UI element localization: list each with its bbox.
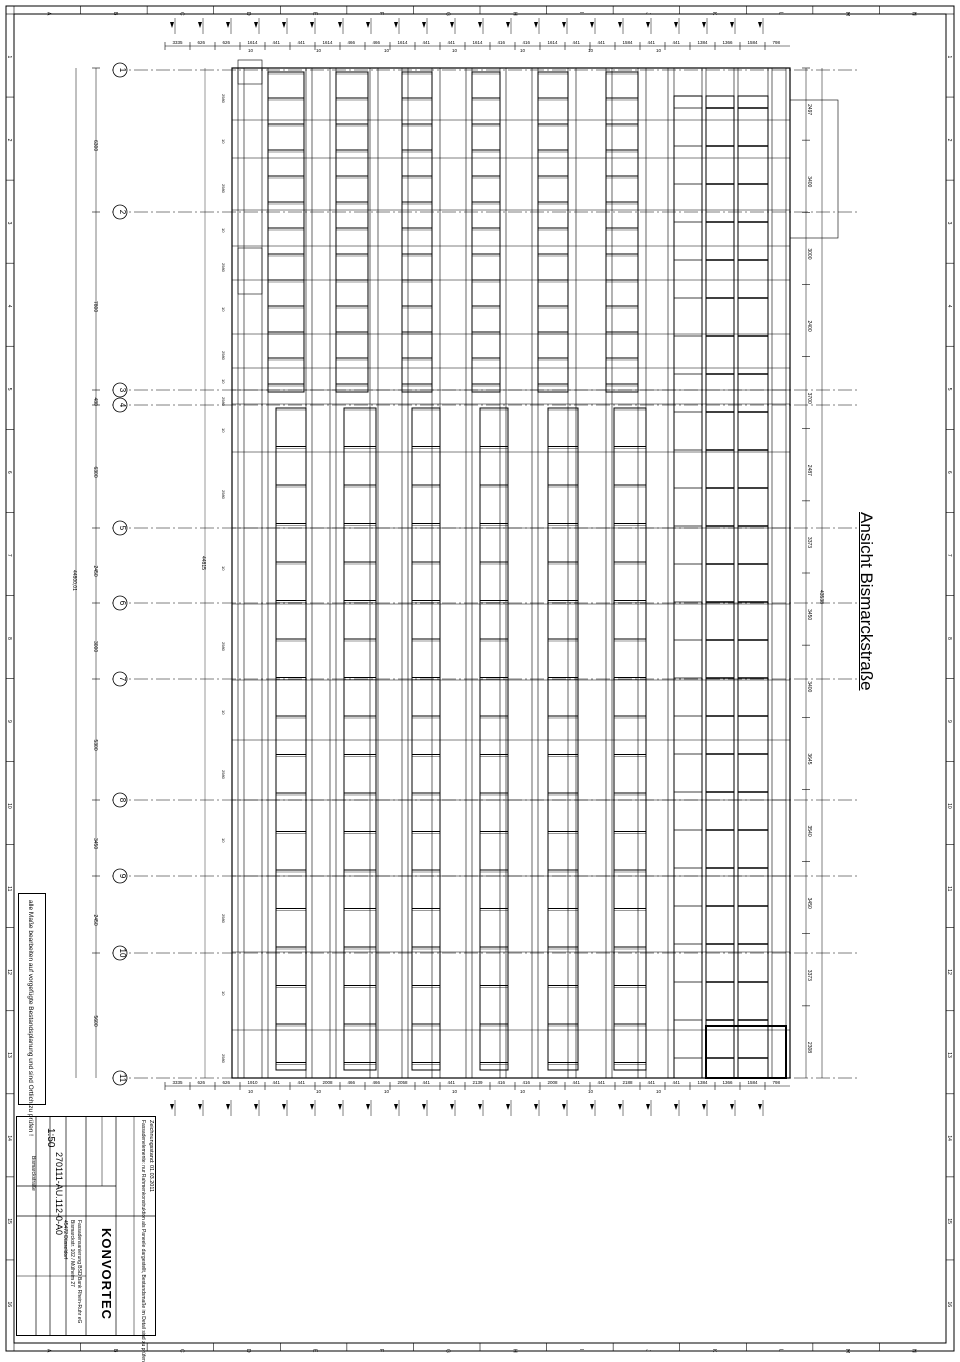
frame-number-right: 6: [946, 470, 952, 474]
floor-dim-value: 2980: [221, 490, 226, 499]
frame-letter-bottom: A: [45, 1349, 52, 1353]
level-marker-top: [450, 22, 454, 28]
floor-dim-value: 10: [221, 566, 226, 571]
sheet-info: Bismarckstraße: [30, 1156, 36, 1191]
frame-number-left: 13: [6, 1052, 12, 1058]
inner-height-value: 44815: [200, 556, 206, 570]
top-dim-value: 1614: [322, 40, 333, 45]
level-marker-top: [366, 22, 370, 28]
level-marker-top: [702, 22, 706, 28]
grid-axis-label: 8: [118, 797, 127, 803]
frame-letter-bottom: M: [844, 1349, 851, 1354]
project-line-1: Fassadensanierung BSD Bank Rhein-Ruhr eG: [76, 1220, 82, 1324]
frame-letter-bottom: C: [178, 1349, 185, 1353]
level-marker-top: [590, 22, 594, 28]
level-marker-bottom: [198, 1104, 202, 1110]
grid-axis-label: 6: [118, 600, 127, 606]
frame-number-right: 4: [946, 304, 952, 308]
bottom-dim-value: 1584: [747, 1080, 758, 1085]
bottom-dim-value: 2008: [547, 1080, 558, 1085]
level-marker-top: [338, 22, 342, 28]
frame-letter-bottom: J: [644, 1349, 651, 1352]
bottom-dim-value: 441: [422, 1080, 431, 1085]
top-dim-value: 441: [447, 40, 456, 45]
grid-axis-label: 7: [118, 676, 127, 682]
bottom-bay-label: 10: [588, 1089, 594, 1094]
left-dim-value: 6300: [92, 140, 98, 152]
grid-axis-label: 9: [118, 873, 127, 879]
top-dim-value: 1614: [397, 40, 408, 45]
top-dim-value: 416: [522, 40, 531, 45]
frame-letter-bottom: D: [245, 1349, 251, 1353]
frame-number-right: 11: [946, 886, 952, 892]
top-bay-label: 10: [588, 48, 594, 53]
frame-letter-top: C: [178, 12, 185, 16]
grid-axis-label: 5: [118, 525, 127, 531]
window-bay-lower-frame: [412, 408, 440, 1070]
top-dim-value: 1584: [622, 40, 633, 45]
frame-letter-bottom: K: [711, 1349, 717, 1353]
frame-number-right: 3: [946, 221, 952, 225]
top-dim-value: 626: [197, 40, 206, 45]
frame-number-left: 15: [6, 1218, 12, 1224]
right-dim-value: 3000: [806, 248, 812, 260]
bottom-dim-value: 2139: [472, 1080, 483, 1085]
grid-axis-label: 11: [118, 1073, 127, 1083]
grid-axes: [112, 63, 860, 1085]
right-dim-value: 3400: [806, 681, 812, 693]
bottom-dim-value: 416: [522, 1080, 531, 1085]
window-bay-lower-frame: [344, 408, 376, 1070]
frame-letter-top: F: [378, 12, 385, 16]
level-marker-bottom: [590, 1104, 594, 1110]
floor-dim-value: 2980: [221, 94, 226, 103]
remarks: Fassadenelemente: nur Rahmenkonstruktion als Paneele dargestellt, Bestandsmaße im Detail sind zu prüfen: [140, 1120, 146, 1362]
entrance-block: [706, 1026, 786, 1078]
tower-column: [674, 96, 702, 1078]
frame-letter-bottom: E: [311, 1349, 318, 1353]
left-dim-value: 480: [92, 397, 98, 406]
top-dim-value: 1584: [747, 40, 758, 45]
bottom-dim-value: 441: [297, 1080, 306, 1085]
frame-number-left: 1: [6, 55, 12, 59]
window-bay-lower-frame: [480, 408, 508, 1070]
bottom-dim-value: 1384: [697, 1080, 708, 1085]
frame-letter-top: I: [577, 12, 584, 14]
top-dim-value: 441: [272, 40, 281, 45]
top-dim-value: 626: [222, 40, 231, 45]
frame-number-left: 7: [6, 553, 12, 557]
floor-dim-value: 2980: [221, 397, 226, 406]
top-bay-label: 10: [384, 48, 390, 53]
top-dim-value: 441: [422, 40, 431, 45]
frame-number-right: 16: [946, 1301, 952, 1308]
bottom-dim-value: 3335: [172, 1080, 183, 1085]
project-line-3: 45472 Düsseldorf: [62, 1220, 68, 1260]
facade-elevation: [232, 60, 838, 1078]
level-marker-bottom: [702, 1104, 706, 1110]
level-marker-top: [730, 22, 734, 28]
bottom-bay-label: 10: [520, 1089, 526, 1094]
frame-number-right: 10: [946, 803, 952, 809]
level-marker-bottom: [394, 1104, 398, 1110]
floor-dim-value: 10: [221, 710, 226, 715]
top-dim-value: 441: [597, 40, 606, 45]
dimension-chains: [71, 18, 824, 1116]
right-dim-value: 3540: [806, 825, 812, 837]
top-dim-value: 441: [572, 40, 581, 45]
top-dim-value: 441: [672, 40, 681, 45]
level-marker-top: [198, 22, 202, 28]
floor-dim-value: 2980: [221, 351, 226, 360]
bottom-dim-value: 416: [497, 1080, 506, 1085]
left-dim-value: 7800: [92, 301, 98, 313]
frame-number-left: 14: [6, 1135, 12, 1141]
level-marker-top: [478, 22, 482, 28]
left-dim-value: 6300: [92, 466, 98, 478]
company-logo: KONVORTEC: [99, 1228, 114, 1321]
floor-dim-value: 10: [221, 307, 226, 312]
frame-number-left: 6: [6, 470, 12, 474]
grid-axis-label: 10: [118, 948, 127, 958]
frame-number-right: 8: [946, 636, 952, 640]
bottom-bay-label: 10: [452, 1089, 458, 1094]
right-dim-value: 3400: [806, 176, 812, 188]
frame-letter-bottom: F: [378, 1349, 385, 1353]
floor-dim-value: 2980: [221, 1054, 226, 1063]
level-marker-bottom: [730, 1104, 734, 1110]
floor-dim-value: 10: [221, 379, 226, 384]
left-dim-value: 5600: [92, 1015, 98, 1027]
frame-number-left: 11: [6, 886, 12, 892]
level-marker-bottom: [170, 1104, 174, 1110]
level-marker-top: [310, 22, 314, 28]
bottom-dim-value: 441: [572, 1080, 581, 1085]
top-dim-value: 1384: [697, 40, 708, 45]
top-bay-label: 10: [452, 48, 458, 53]
frame-number-left: 10: [6, 803, 12, 809]
frame-letter-bottom: B: [111, 1349, 118, 1353]
top-dim-value: 1614: [547, 40, 558, 45]
bottom-dim-value: 441: [447, 1080, 456, 1085]
floor-dim-value: 10: [221, 838, 226, 843]
frame-letter-top: L: [777, 12, 784, 15]
frame-number-right: 1: [946, 55, 952, 59]
level-marker-bottom: [674, 1104, 678, 1110]
level-marker-top: [170, 22, 174, 28]
tower-column: [706, 96, 734, 1078]
floor-dim-value: 10: [221, 428, 226, 433]
right-dim-value: 2400: [806, 320, 812, 332]
level-marker-bottom: [562, 1104, 566, 1110]
floor-dim-value: 10: [221, 139, 226, 144]
level-marker-bottom: [422, 1104, 426, 1110]
level-marker-bottom: [310, 1104, 314, 1110]
frame-number-right: 2: [946, 138, 952, 142]
level-marker-top: [254, 22, 258, 28]
frame-letter-bottom: N: [910, 1349, 917, 1353]
floor-dim-value: 10: [221, 228, 226, 233]
level-marker-top: [282, 22, 286, 28]
frame-letter-top: G: [444, 12, 451, 16]
level-marker-top: [646, 22, 650, 28]
top-dim-value: 1614: [472, 40, 483, 45]
bottom-dim-value: 441: [647, 1080, 656, 1085]
frame-number-left: 12: [6, 969, 12, 975]
level-marker-top: [534, 22, 538, 28]
drawing-number: 270111-AU.112-0-A0: [54, 1152, 64, 1236]
level-marker-bottom: [450, 1104, 454, 1110]
frame-number-right: 15: [946, 1218, 952, 1224]
bottom-dim-value: 1366: [722, 1080, 733, 1085]
grid-axis-label: 3: [118, 387, 127, 393]
total-height-value: 44800,01: [71, 570, 77, 591]
level-marker-bottom: [506, 1104, 510, 1110]
frame-letter-top: A: [45, 12, 52, 16]
floor-dim-value: 10: [221, 991, 226, 996]
right-dim-value: 3373: [806, 969, 812, 981]
top-bay-label: 10: [520, 48, 526, 53]
view-title: Ansicht Bismarckstraße: [857, 512, 876, 691]
right-dim-value: 2308: [806, 1041, 812, 1054]
bottom-bay-label: 10: [384, 1089, 390, 1094]
level-marker-bottom: [646, 1104, 650, 1110]
top-bay-label: 10: [656, 48, 662, 53]
left-dim-value: 3450: [92, 838, 98, 850]
level-marker-bottom: [534, 1104, 538, 1110]
level-marker-bottom: [254, 1104, 258, 1110]
bottom-bay-label: 10: [656, 1089, 662, 1094]
floor-dim-value: 2980: [221, 914, 226, 923]
frame-letter-top: K: [711, 12, 717, 16]
bottom-dim-value: 2188: [622, 1080, 633, 1085]
bottom-dim-value: 2058: [397, 1080, 408, 1085]
level-marker-bottom: [618, 1104, 622, 1110]
level-marker-bottom: [282, 1104, 286, 1110]
bottom-dim-value: 626: [197, 1080, 206, 1085]
grid-axis-label: 4: [118, 402, 127, 408]
frame-letter-top: D: [245, 12, 251, 16]
right-total-value: 43538: [818, 590, 824, 604]
floor-dim-value: 2980: [221, 184, 226, 193]
right-dim-value: 2497: [806, 104, 812, 116]
top-dim-value: 466: [372, 40, 381, 45]
level-marker-top: [618, 22, 622, 28]
level-marker-top: [394, 22, 398, 28]
level-marker-bottom: [226, 1104, 230, 1110]
top-box: [238, 60, 262, 84]
level-marker-top: [562, 22, 566, 28]
frame-number-left: 3: [6, 221, 12, 225]
right-dim-value: 3373: [806, 536, 812, 549]
level-marker-top: [758, 22, 762, 28]
left-dim-value: 5300: [92, 739, 98, 751]
top-dim-value: 441: [647, 40, 656, 45]
top-dim-value: 416: [497, 40, 506, 45]
top-dim-value: 3335: [172, 40, 183, 45]
frame-number-right: 13: [946, 1052, 952, 1058]
top-bay-label: 10: [316, 48, 322, 53]
bottom-dim-value: 1910: [247, 1080, 258, 1085]
left-dim-value: 2450: [92, 914, 98, 926]
bottom-dim-value: 798: [772, 1080, 781, 1085]
roof-box: [790, 100, 838, 238]
frame-letter-bottom: L: [777, 1349, 784, 1352]
revision-note: Zeichnungsstand: 01.03.2011: [148, 1120, 154, 1193]
grid-axis-label: 1: [118, 67, 127, 73]
top-dim-value: 798: [772, 40, 781, 45]
level-marker-bottom: [478, 1104, 482, 1110]
level-marker-top: [422, 22, 426, 28]
floor-dim-value: 2980: [221, 770, 226, 779]
frame-letter-bottom: H: [511, 1349, 518, 1353]
top-bay-label: 10: [248, 48, 254, 53]
left-dim-value: 3000: [92, 641, 98, 653]
floor-dim-value: 2980: [221, 263, 226, 272]
right-dim-value: 3450: [806, 609, 812, 621]
title-block-lines: [16, 1116, 156, 1362]
tower-column: [738, 96, 768, 1078]
stair-box: [238, 248, 262, 294]
frame-letter-top: H: [511, 12, 518, 16]
frame-letter-top: B: [111, 12, 118, 16]
frame-letter-top: J: [644, 12, 651, 15]
frame-number-left: 16: [6, 1301, 12, 1308]
top-dim-value: 466: [347, 40, 356, 45]
level-marker-bottom: [366, 1104, 370, 1110]
level-marker-top: [226, 22, 230, 28]
frame-letter-bottom: G: [444, 1349, 451, 1353]
right-dim-value: 2487: [806, 464, 812, 476]
bottom-dim-value: 466: [372, 1080, 381, 1085]
bottom-dim-value: 626: [222, 1080, 231, 1085]
window-bay-lower-frame: [614, 408, 646, 1070]
bottom-dim-value: 441: [672, 1080, 681, 1085]
level-marker-top: [674, 22, 678, 28]
frame-letter-top: E: [311, 12, 318, 16]
frame-number-left: 5: [6, 387, 12, 391]
top-dim-value: 1614: [247, 40, 258, 45]
frame-number-right: 7: [946, 553, 952, 557]
bottom-bay-label: 10: [248, 1089, 254, 1094]
left-dim-value: 2450: [92, 565, 98, 577]
frame-number-left: 2: [6, 138, 12, 142]
right-dim-value: 3645: [806, 753, 812, 765]
window-bay-lower-frame: [276, 408, 306, 1070]
project-line-2: Bismarckstr. 102 / Mülheim 27: [69, 1220, 75, 1287]
frame-number-left: 8: [6, 636, 12, 640]
bottom-dim-value: 441: [272, 1080, 281, 1085]
frame-number-left: 9: [6, 720, 12, 723]
level-marker-bottom: [338, 1104, 342, 1110]
bottom-dim-value: 2008: [322, 1080, 333, 1085]
title-block: [16, 1116, 156, 1362]
frame-number-right: 5: [946, 387, 952, 391]
frame-number-right: 12: [946, 969, 952, 975]
window-bay-lower-frame: [548, 408, 578, 1070]
level-marker-top: [506, 22, 510, 28]
level-marker-bottom: [758, 1104, 762, 1110]
grid-axis-label: 2: [118, 209, 127, 215]
frame-number-left: 4: [6, 304, 12, 308]
top-dim-value: 441: [297, 40, 306, 45]
right-dim-value: 3450: [806, 897, 812, 909]
top-dim-value: 1366: [722, 40, 733, 45]
frame-number-right: 9: [946, 720, 952, 723]
frame-letter-top: N: [910, 12, 917, 16]
site-note: alle Maße bearbeiten auf vorgefügte Bestandsplanung und sind Ortlich zu prüfen !: [27, 900, 34, 1136]
right-dim-value: 3700: [806, 392, 812, 404]
floor-dim-value: 2980: [221, 642, 226, 651]
frame-letter-top: M: [844, 12, 851, 17]
bottom-bay-label: 10: [316, 1089, 322, 1094]
frame-letter-bottom: I: [577, 1349, 584, 1351]
frame-number-right: 14: [946, 1135, 952, 1141]
scale-label: 1:50: [45, 1128, 56, 1148]
bottom-dim-value: 441: [597, 1080, 606, 1085]
bottom-dim-value: 466: [347, 1080, 356, 1085]
